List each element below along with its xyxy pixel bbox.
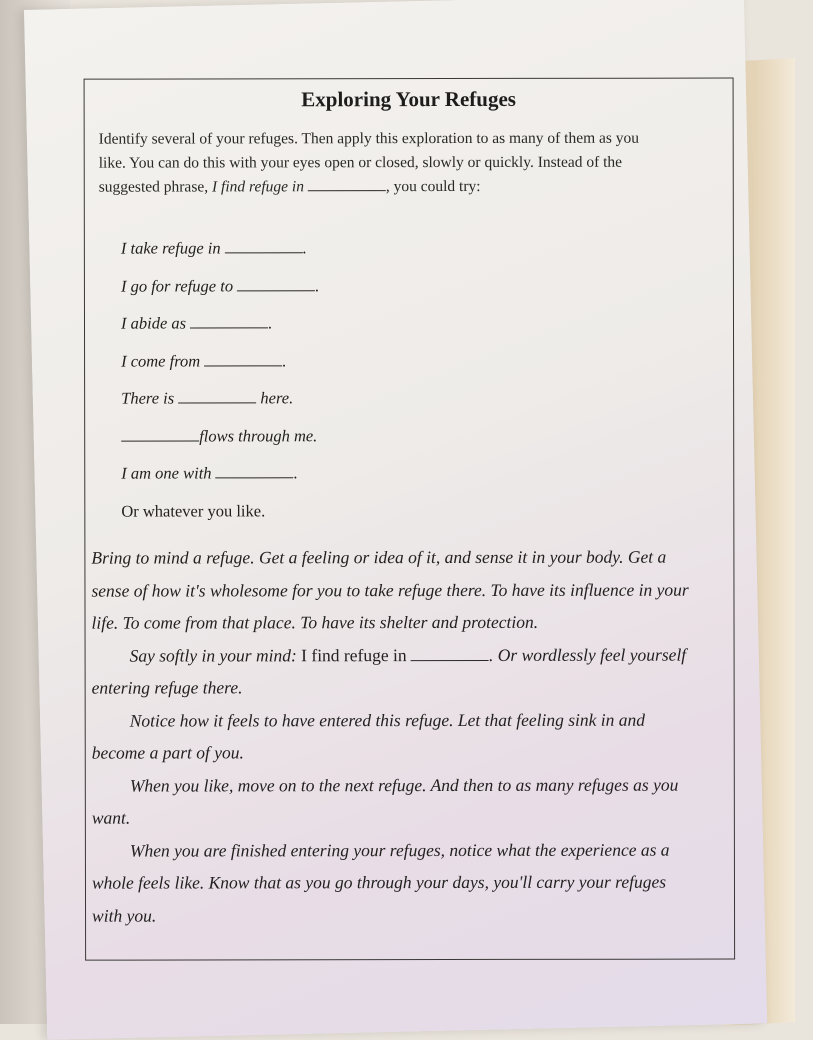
blank-line bbox=[190, 313, 268, 328]
intro-paragraph bbox=[99, 127, 647, 200]
phrase-item: I take refuge in . bbox=[120, 238, 307, 258]
blank-line bbox=[121, 426, 199, 441]
paragraph: When you like, move on to the next refuge. And then to as many refuges as you want. bbox=[91, 774, 679, 828]
phrase-item: Or whatever you like. bbox=[121, 500, 266, 521]
phrase-item: I come from . bbox=[121, 350, 287, 371]
intro-phrase: I find refuge in bbox=[211, 178, 304, 196]
blank-line bbox=[237, 276, 315, 291]
book-page bbox=[24, 0, 767, 1040]
intro-text: Identify several of your refuges. Then apply this exploration to as many of them as you like. You can do this with your eyes open or closed, slowly or quickly. Instead of the suggested phrase, bbox=[98, 129, 640, 196]
exercise-box bbox=[84, 78, 736, 961]
paragraph: Notice how it feels to have entered this refuge. Let that feeling sink in and become a part of you. bbox=[91, 709, 646, 763]
blank-line bbox=[204, 351, 282, 366]
paragraph: When you are finished entering your refuges, notice what the experience as a whole feels like. Know that as you go through your days, you'll carry your refuges with you. bbox=[91, 839, 670, 926]
paragraph: Say softly in your mind: I find refuge in . Or wordlessly feel yourself entering refuge there. bbox=[91, 644, 687, 698]
blank-line bbox=[411, 645, 489, 660]
blank-line bbox=[308, 176, 386, 191]
phrase-item: I go for refuge to . bbox=[120, 275, 320, 296]
paragraph: Bring to mind a refuge. Get a feeling or idea of it, and sense it in your body. Get a sense of how it's wholesome for you to take refuge there. To have its influence in your life. To come from that place. To have its shelter and protection. bbox=[91, 546, 689, 633]
page-title: Exploring Your Refuges bbox=[301, 86, 516, 112]
blank-line bbox=[216, 463, 294, 478]
phrase-item: There is here. bbox=[121, 388, 294, 408]
intro-text-end: , you could try: bbox=[385, 177, 481, 196]
blank-line bbox=[225, 238, 303, 253]
phrase-item: I am one with . bbox=[121, 463, 298, 483]
phrase-item: flows through me. bbox=[121, 416, 641, 454]
phrase-list bbox=[121, 229, 642, 530]
instructions bbox=[91, 541, 698, 932]
blank-line bbox=[178, 388, 256, 403]
phrase-item: I abide as . bbox=[120, 313, 273, 333]
